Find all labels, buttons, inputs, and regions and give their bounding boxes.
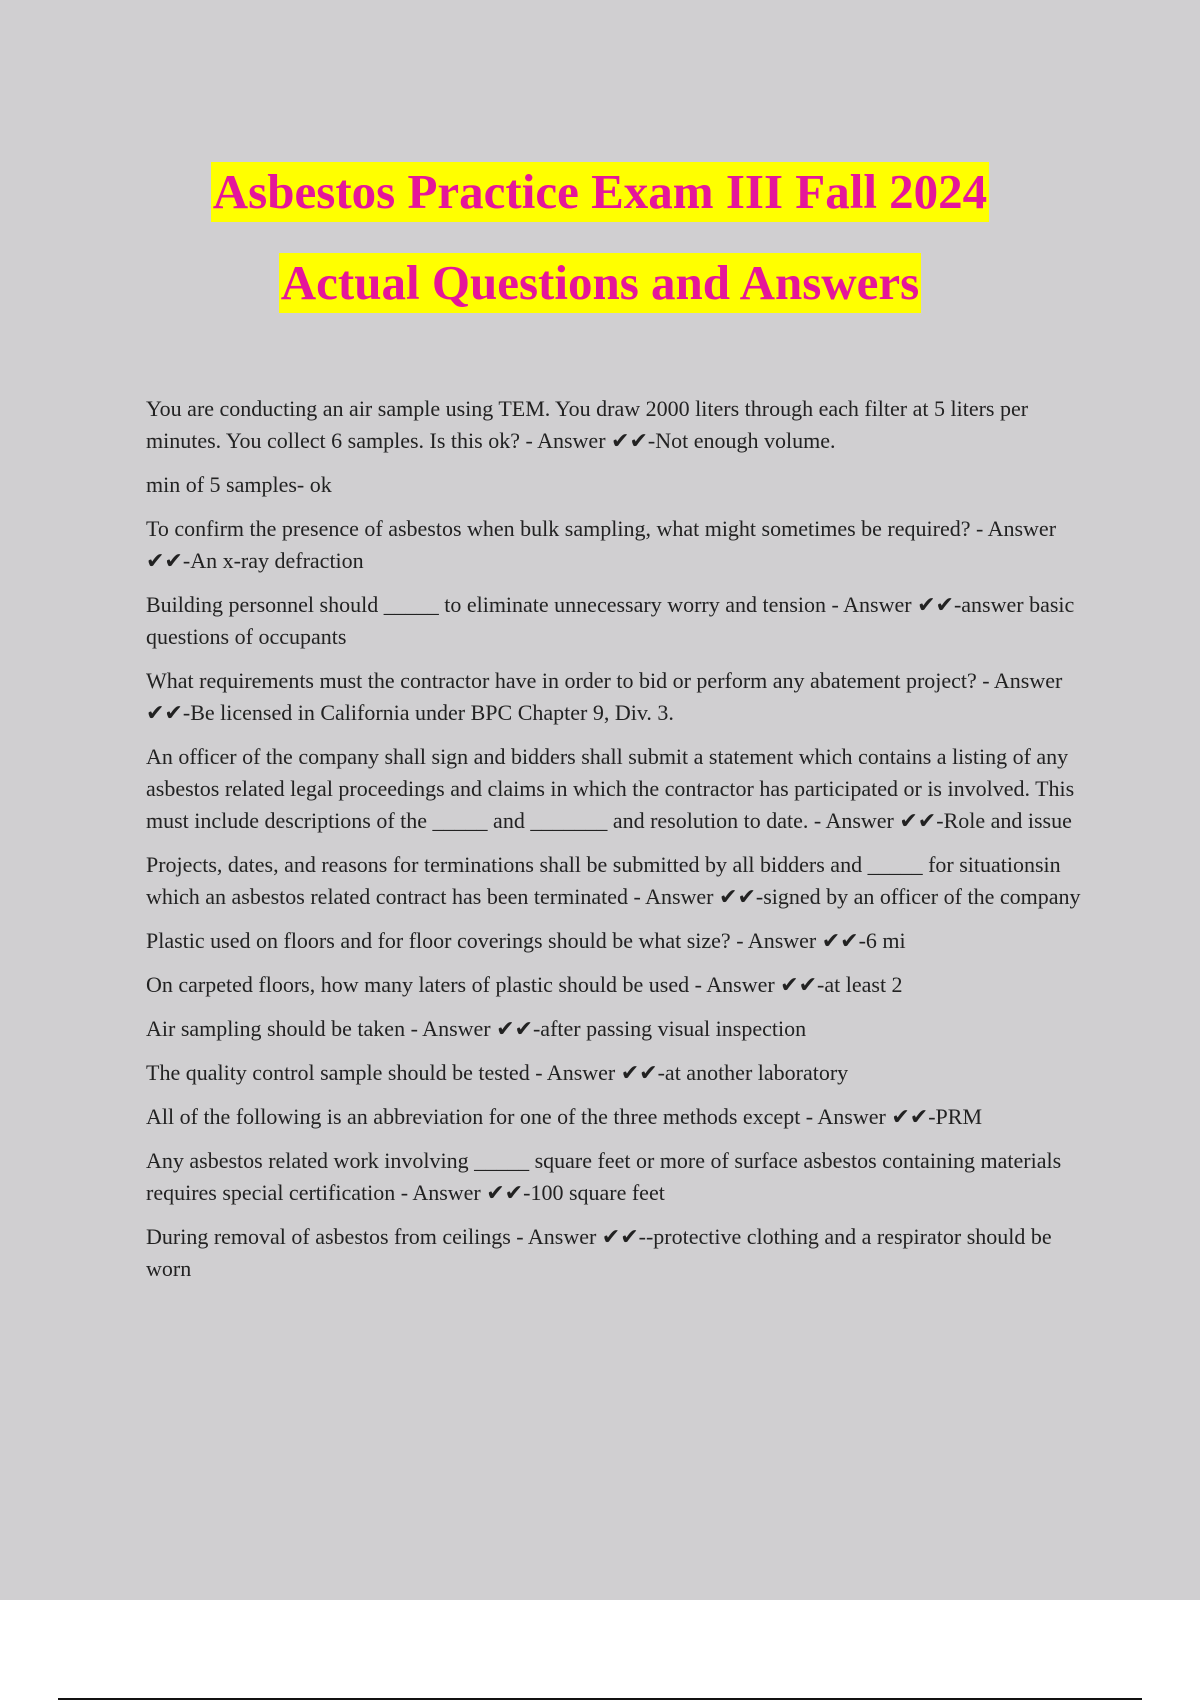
document-title-line-1: Asbestos Practice Exam III Fall 2024: [211, 162, 989, 222]
qa-item: You are conducting an air sample using TEM. You draw 2000 liters through each filter at 5 liters per minutes. You collect 6 samples. Is this ok? - Answer ✔✔-Not enough volume.: [146, 396, 1029, 453]
qa-item: On carpeted floors, how many laters of plastic should be used - Answer ✔✔-at least 2: [146, 972, 903, 997]
qa-item: The quality control sample should be tested - Answer ✔✔-at another laboratory: [146, 1060, 849, 1085]
qa-item: min of 5 samples- ok: [146, 472, 332, 497]
qa-item: Any asbestos related work involving _____ square feet or more of surface asbestos containing materials requires special certification - Answer ✔✔-100 square feet: [146, 1148, 1062, 1205]
qa-item: During removal of asbestos from ceilings - Answer ✔✔--protective clothing and a respirator should be worn: [146, 1224, 1052, 1281]
title-block: [0, 162, 1200, 344]
qa-item: To confirm the presence of asbestos when bulk sampling, what might sometimes be required? - Answer ✔✔-An x-ray defraction: [146, 516, 1057, 573]
qa-item: An officer of the company shall sign and bidders shall submit a statement which contains a listing of any asbestos related legal proceedings and claims in which the contractor has participated or is involved. This must include descriptions of the _____ and _______ and resolution to date. - Answer ✔✔-Role and issue: [146, 744, 1075, 833]
qa-item: What requirements must the contractor have in order to bid or perform any abatement project? - Answer ✔✔-Be licensed in California under BPC Chapter 9, Div. 3.: [146, 668, 1063, 725]
qa-item: All of the following is an abbreviation for one of the three methods except - Answer ✔✔-PRM: [146, 1104, 983, 1129]
qa-item: Projects, dates, and reasons for terminations shall be submitted by all bidders and _____ for situationsin which an asbestos related contract has been terminated - Answer ✔✔-signed by an officer of the company: [146, 852, 1081, 909]
qa-item: Air sampling should be taken - Answer ✔✔-after passing visual inspection: [146, 1016, 807, 1041]
document-title-line-2: Actual Questions and Answers: [279, 253, 921, 313]
qa-list: [146, 393, 1096, 1297]
qa-item: Building personnel should _____ to eliminate unnecessary worry and tension - Answer ✔✔-answer basic questions of occupants: [146, 592, 1075, 649]
qa-item: Plastic used on floors and for floor coverings should be what size? - Answer ✔✔-6 mi: [146, 928, 906, 953]
